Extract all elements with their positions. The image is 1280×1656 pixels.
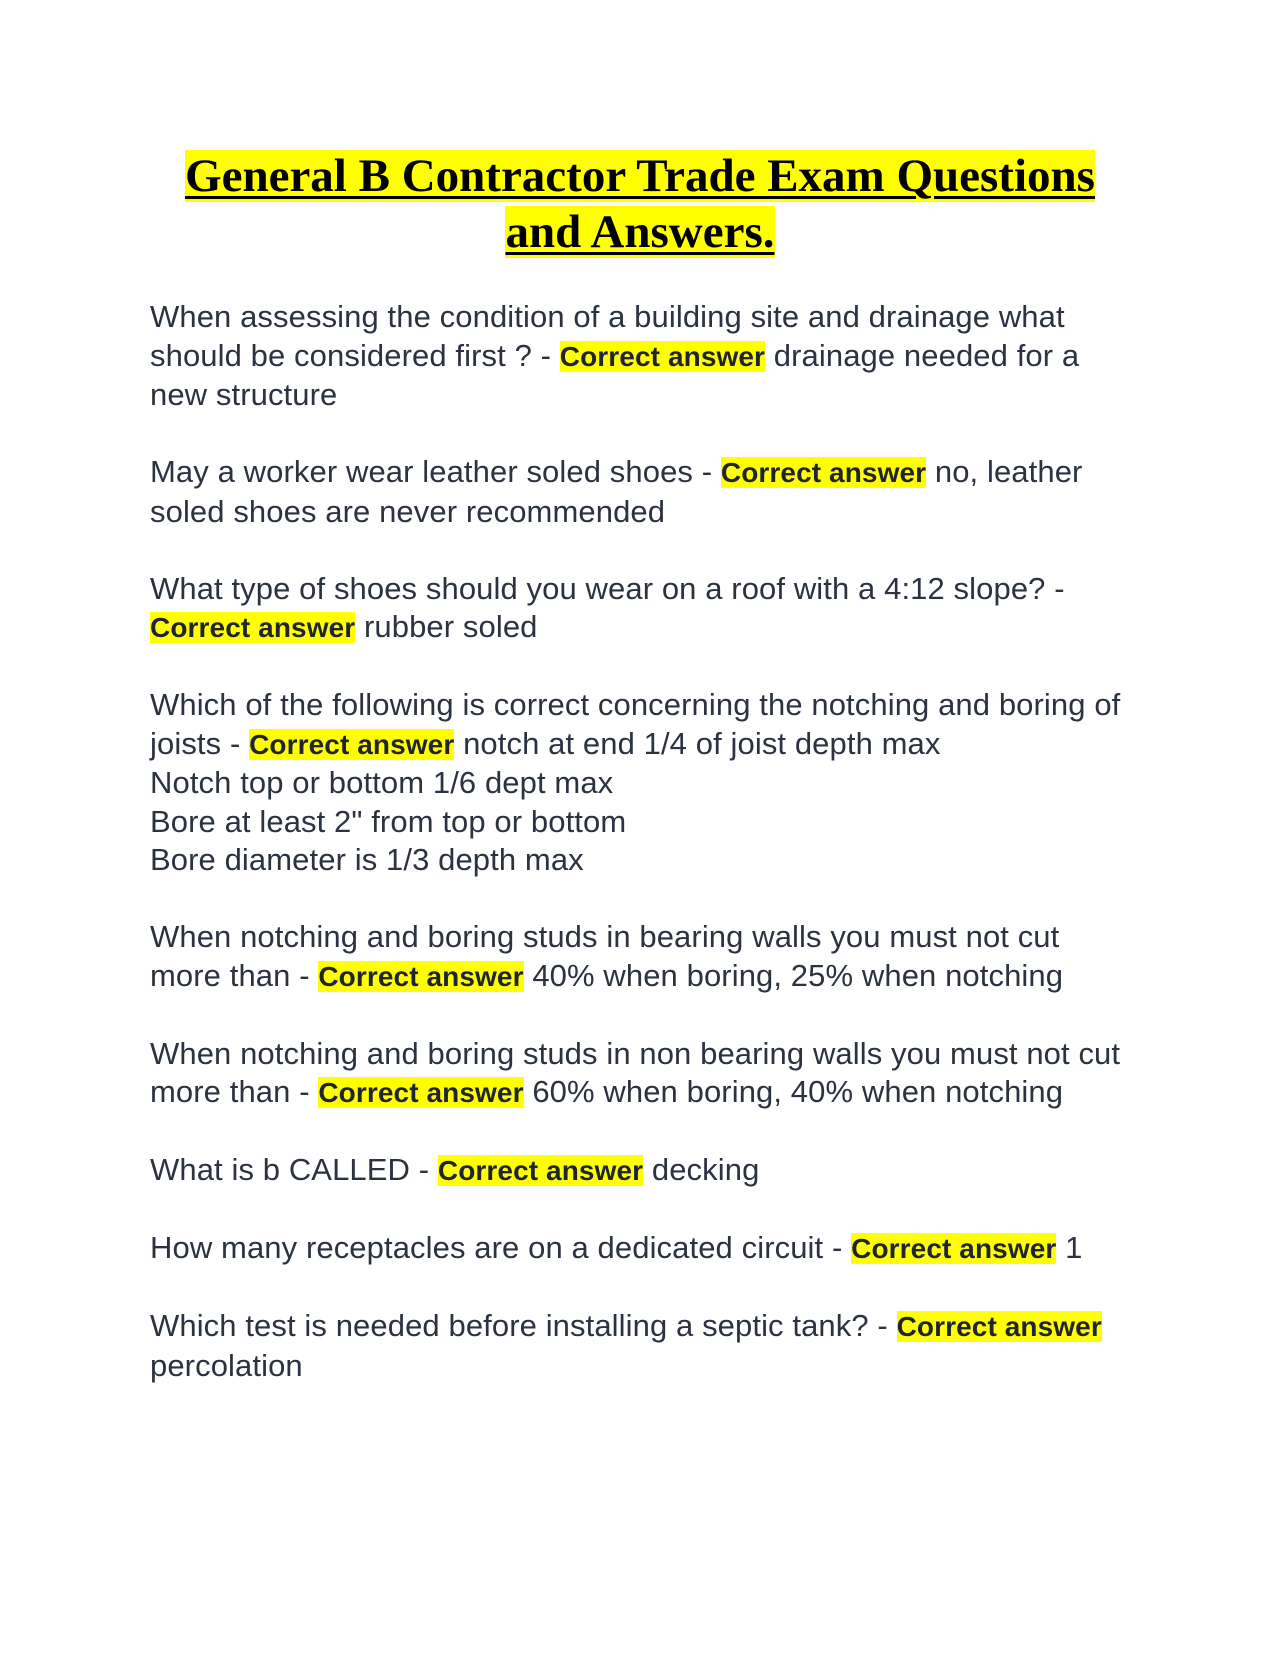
correct-answer-label: Correct answer [559, 340, 766, 372]
answer-text: decking [651, 1152, 760, 1187]
qa-item [150, 918, 1130, 996]
answer-text: drainage needed for a new structure [150, 337, 1080, 412]
question-text: When notching and boring studs in bearing walls you must not cut more than - [150, 919, 1060, 993]
answer-extra-line: Bore at least 2" from top or bottom [150, 803, 627, 839]
correct-answer-label: Correct answer [851, 1233, 1057, 1264]
answer-extra-line: Notch top or bottom 1/6 dept max [150, 765, 614, 800]
question-text: When notching and boring studs in non bearing walls you must not cut more than - [150, 1035, 1121, 1109]
question-text: When assessing the condition of a building site and drainage what should be considered first ? - [150, 299, 1065, 373]
qa-item [150, 1307, 1130, 1385]
answer-text: 60% when boring, 40% when notching [532, 1074, 1064, 1109]
document-page [150, 148, 1130, 1424]
answer-text: percolation [150, 1347, 303, 1383]
question-text: How many receptacles are on a dedicated circuit - [150, 1230, 843, 1265]
correct-answer-label: Correct answer [720, 457, 927, 488]
document-title [150, 148, 1130, 260]
correct-answer-label: Correct answer [896, 1311, 1102, 1342]
correct-answer-label: Correct answer [150, 612, 356, 643]
answer-extra-line: Bore diameter is 1/3 depth max [150, 842, 584, 877]
qa-item [150, 453, 1130, 531]
question-text: What is b CALLED - [150, 1152, 430, 1187]
qa-item [150, 1151, 1130, 1191]
question-text: Which of the following is correct concerning the notching and boring of joists - [150, 687, 1121, 761]
question-text: What type of shoes should you wear on a roof with a 4:12 slope? - [150, 570, 1065, 606]
qa-item [150, 1035, 1130, 1113]
question-text: May a worker wear leather soled shoes - [150, 454, 713, 489]
answer-text: notch at end 1/4 of joist depth max [463, 725, 941, 761]
question-text: Which test is needed before installing a septic tank? - [150, 1308, 888, 1343]
correct-answer-label: Correct answer [437, 1155, 644, 1186]
document-title-text: General B Contractor Trade Exam Questions and Answers. [185, 150, 1095, 258]
answer-text: 40% when boring, 25% when notching [532, 957, 1064, 993]
correct-answer-label: Correct answer [318, 960, 524, 992]
qa-item [150, 1229, 1130, 1269]
qa-item [150, 570, 1130, 648]
qa-item [150, 298, 1130, 415]
correct-answer-label: Correct answer [318, 1077, 524, 1108]
answer-text: 1 [1065, 1230, 1083, 1265]
qa-item [150, 686, 1130, 880]
answer-text: no, leather soled shoes are never recommended [150, 454, 1083, 529]
correct-answer-label: Correct answer [249, 728, 455, 760]
answer-text: rubber soled [363, 609, 538, 644]
